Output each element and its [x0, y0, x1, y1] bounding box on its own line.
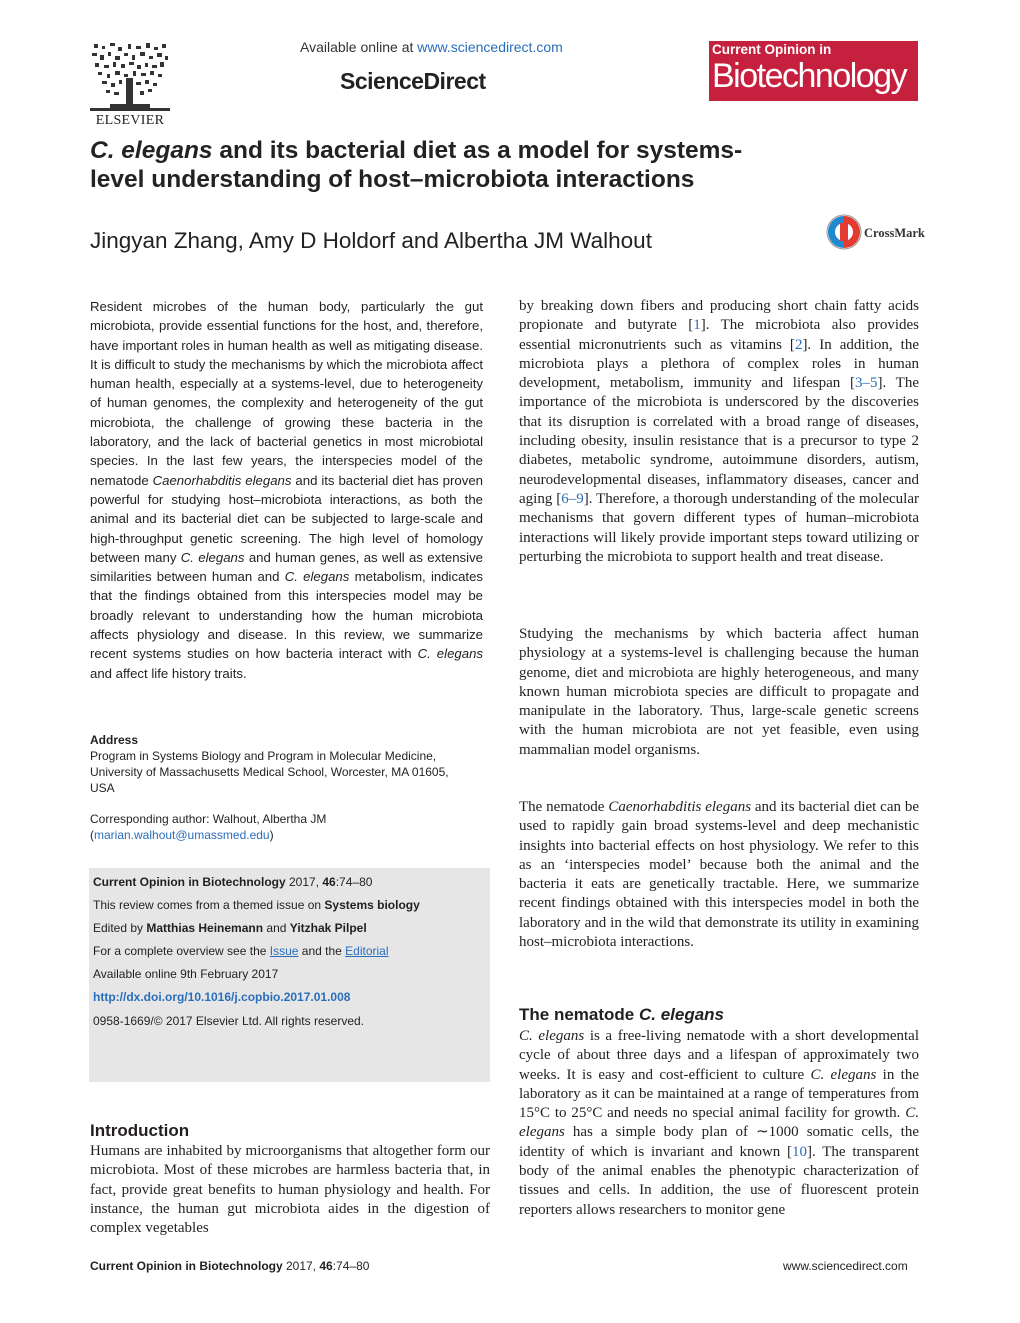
body-paragraph: C. elegans is a free-living nematode with a short developmental cycle of about three days and a lifespan of approximately two weeks. It is easy and cost-efficient to culture C. elegans in the laboratory as it can be maintained at a range of temperatures from 15°C to 25°C and needs no special animal facility for growth. C. elegans has a simple body plan of ∼1000 somatic cells, the identity of which is invariant and known [10]. The transparent body of the animal enables the phenotypic characterization of tissues and cells. In addition, the use of fluorescent protein reporters allows researchers to monitor gene [519, 1028, 920, 1218]
reference-link[interactable]: 3–5 [854, 375, 878, 392]
body-paragraph: Studying the mechanisms by which bacteria affect human physiology at a systems-level is challenging because the human genome, diet and microbiota are highly heterogeneous, and many known human microbiota species are difficult to propagate and manipulate in the laboratory. Thus, large-scale genetic screens with the human microbiota are not yet feasible, even using mammalian model organisms. [519, 626, 919, 758]
journal-logo-subtitle: Current Opinion in [712, 42, 832, 57]
body-paragraph: by breaking down fibers and producing short chain fatty acids propionate and butyrate [1]. The microbiota also provides essential micronutrients such as vitamins [2]. In addition, the microbiota plays a plethora of complex roles in human development, metabolism, immunity and lifespan [3–5]. The importance of the microbiota is underscored by the discoveries that its disruption is correlated with a broad range of diseases, including obesity, insulin resistance that is a precursor to type 2 diabetes, metabolic syndrome, autoimmune disorders, autism, neurodevelopmental diseases, inflammatory diseases, cancer and aging [6–9]. Therefore, a thorough understanding of the molecular mechanisms that govern different types of human–microbiota interactions will likely provide important steps toward utilizing or perturbing the microbiota to support health and treat disease. [519, 298, 920, 565]
abstract: Resident microbes of the human body, particularly the gut microbiota, provide essential functions for the host, and, therefore, have important roles in human health as well as mitigating disease. It is difficult to study the mechanisms by which the microbiota affect human health, especially at a systems-level, due to heterogeneity of human genomes, the complexity and heterogeneity of the gut microbiota, the challenge of growing these bacteria in the laboratory, and the lack of bacterial genetics in most microbiotal species. In the last few years, the interspecies model of the nematode Caenorhabditis elegans and its bacterial diet has proven powerful for studying host–microbiota interactions, as both the animal and its bacterial diet can be subjected to large-scale and high-throughput genetic screening. The high level of homology between many C. elegans and human genes, as well as extensive similarities between human and C. elegans metabolism, indicates that the findings obtained from this interspecies model may be broadly relevant to understanding how the human microbiota affects physiology and disease. In this review, we summarize recent systems studies on how bacteria interact with C. elegans and affect life history traits. [90, 299, 484, 681]
crossmark-label: CrossMark [864, 226, 925, 240]
corresponding-author: Corresponding author: Walhout, Albertha JM (marian.walhout@umassmed.edu) [90, 812, 327, 842]
themed-issue-line: This review comes from a themed issue on Systems biology [93, 898, 420, 912]
address-line: USA [90, 781, 115, 795]
available-date: Available online 9th February 2017 [93, 967, 279, 981]
introduction-heading: Introduction [90, 1121, 190, 1140]
article-title: C. elegans and its bacterial diet as a model for systems-level understanding of host–microbiota interactions [90, 137, 743, 193]
reference-link[interactable]: 10 [792, 1143, 808, 1160]
issue-link[interactable]: Issue [269, 944, 299, 958]
reference-link[interactable]: 1 [693, 317, 701, 334]
address-heading: Address [90, 733, 139, 747]
publisher-name: ELSEVIER [95, 113, 165, 128]
address-line: University of Massachusetts Medical School, Worcester, MA 01605, [90, 765, 449, 779]
introduction-paragraph: Humans are inhabited by microorganisms that altogether form our microbiota. Most of these microbes are harmless bacteria that, in fact, provide great benefits to human physiology and health. For instance, the human gut microbiota aides in the digestion of complex vegetables [90, 1143, 490, 1237]
journal-logo-title: Biotechnology [712, 57, 907, 95]
address-line: Program in Systems Biology and Program in Molecular Medicine, [90, 749, 437, 763]
doi-link[interactable]: http://dx.doi.org/10.1016/j.copbio.2017.01.008 [93, 990, 351, 1004]
footer-citation: Current Opinion in Biotechnology 2017, 46:74–80 [90, 1259, 370, 1273]
copyright-line: 0958-1669/© 2017 Elsevier Ltd. All rights reserved. [93, 1014, 364, 1028]
sciencedirect-title: ScienceDirect [340, 68, 486, 94]
overview-line: For a complete overview see the Issue and the Editorial [93, 944, 389, 958]
available-online-text: Available online at www.sciencedirect.com [300, 39, 563, 55]
reference-link[interactable]: 6–9 [561, 490, 584, 507]
citation-line: Current Opinion in Biotechnology 2017, 46:74–80 [93, 875, 373, 889]
author-email-link[interactable]: marian.walhout@umassmed.edu [94, 828, 270, 842]
journal-logo [709, 41, 918, 101]
author-address [90, 732, 490, 796]
body-paragraph: The nematode Caenorhabditis elegans and its bacterial diet can be used to rapidly gain broad systems-level and deep mechanistic insights into bacterial effects on host physiology. We refer to this as an ‘interspecies model’ because both the animal and the bacteria it eats are genetically tractable. Here, we summarize recent findings obtained with this interspecies model in both the laboratory and in the wild that demonstrate its utility in examining host–microbiota interactions. [519, 799, 919, 951]
sciencedirect-url-link[interactable]: www.sciencedirect.com [417, 39, 563, 55]
article-authors: Jingyan Zhang, Amy D Holdorf and Albertha JM Walhout [90, 228, 652, 253]
section-heading: The nematode C. elegans [519, 1005, 725, 1024]
article-info-box [89, 868, 490, 1082]
footer-url: www.sciencedirect.com [783, 1259, 908, 1273]
editorial-link[interactable]: Editorial [345, 944, 389, 958]
reference-link[interactable]: 2 [794, 336, 803, 353]
editors-line: Edited by Matthias Heinemann and Yitzhak Pilpel [93, 921, 367, 935]
